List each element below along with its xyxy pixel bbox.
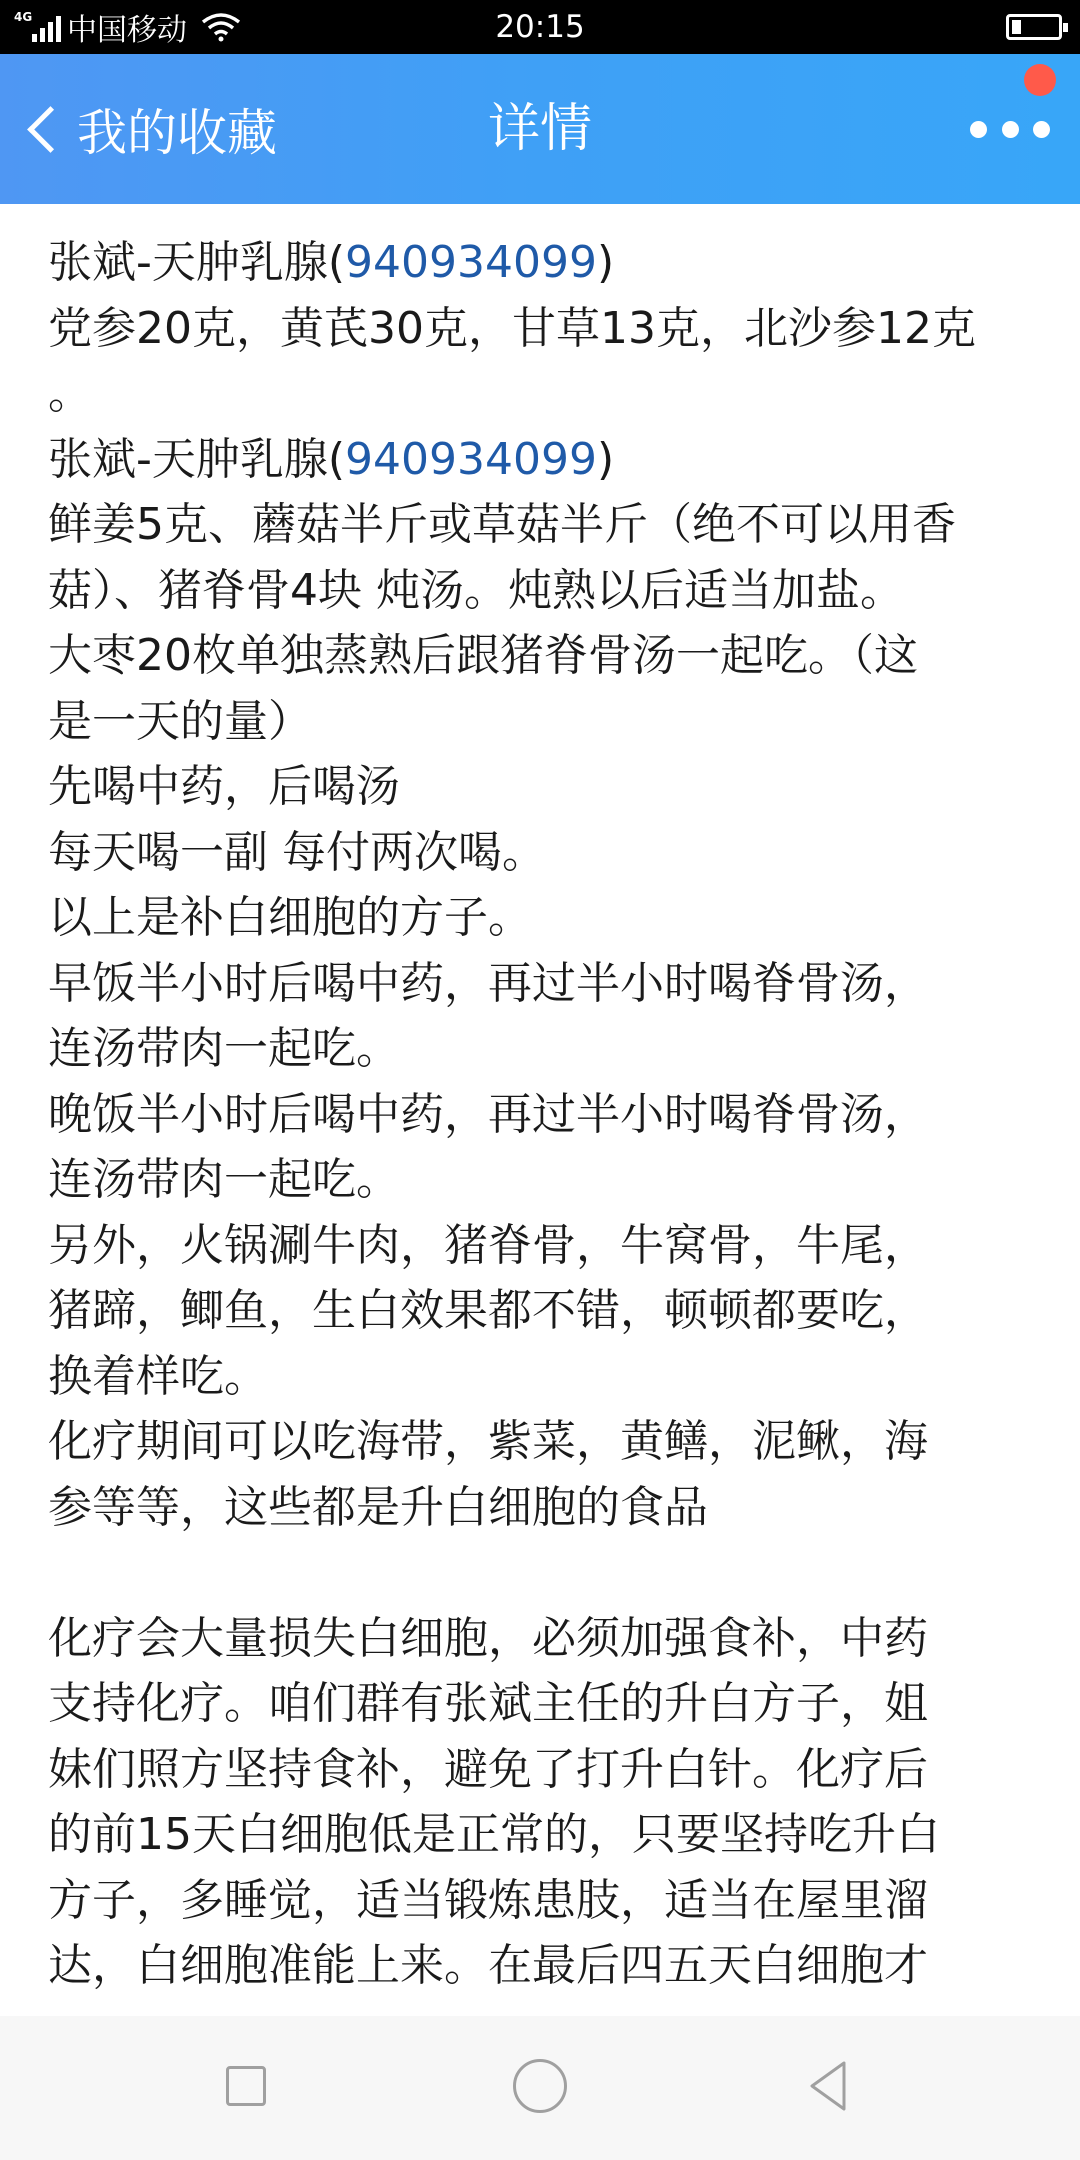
battery-icon <box>1006 14 1062 40</box>
detail-text <box>0 204 1058 1999</box>
back-icon[interactable] <box>804 2059 854 2113</box>
text-line-content: 支持化疗。咱们群有张斌主任的升白方子，姐 <box>48 1678 928 1729</box>
text-line <box>48 689 1058 755</box>
text-line-content: 以上是补白细胞的方子。 <box>48 892 532 943</box>
recent-apps-icon[interactable] <box>226 2066 266 2106</box>
text-line <box>48 1409 1058 1475</box>
text-line-content: 方子，多睡觉，适当锻炼患肢，适当在屋里溜 <box>48 1874 928 1926</box>
carrier-name: 中国移动 <box>67 13 187 48</box>
text-line-content: 猪蹄，鲫鱼，生白效果都不错，顿顿都要吃， <box>48 1285 928 1336</box>
page-title: 详情 <box>487 99 592 159</box>
text-line-content: 连汤带肉一起吃。 <box>48 1154 400 1205</box>
text-line <box>48 427 1058 493</box>
text-line-content: 每天喝一副 每付两次喝。 <box>48 826 546 878</box>
text-line <box>48 1737 1058 1803</box>
text-line-content: 晚饭半小时后喝中药，再过半小时喝脊骨汤， <box>48 1088 928 1140</box>
more-dot-icon <box>1002 121 1019 138</box>
text-line-content: 党参20克，黄芪30克，甘草13克，北沙参12克 <box>48 302 976 354</box>
text-line <box>48 1213 1058 1279</box>
text-line-content: 早饭半小时后喝中药，再过半小时喝脊骨汤， <box>48 957 928 1009</box>
text-line <box>48 558 1058 624</box>
home-icon[interactable] <box>513 2059 567 2113</box>
text-line-content: 菇）、猪脊骨4块 炖汤。炖熟以后适当加盐。 <box>48 564 904 616</box>
text-line <box>48 1540 1058 1606</box>
text-line-content: 妹们照方坚持食补，避免了打升白针。化疗后 <box>48 1743 928 1795</box>
text-line <box>48 230 1058 296</box>
text-line <box>48 885 1058 951</box>
notification-badge <box>1024 64 1056 96</box>
text-line <box>48 820 1058 886</box>
text-line <box>48 492 1058 558</box>
text-line <box>48 1278 1058 1344</box>
text-line-content: 鲜姜5克、蘑菇半斤或草菇半斤（绝不可以用香 <box>48 499 956 550</box>
text-line-suffix: ) <box>597 237 615 288</box>
text-line-content: 先喝中药，后喝汤 <box>48 761 400 812</box>
text-line-content: 是一天的量） <box>48 695 312 747</box>
text-line <box>48 1147 1058 1213</box>
text-line-content: 张斌-天肿乳腺( <box>48 237 346 288</box>
text-line-suffix: ) <box>597 433 615 485</box>
text-line <box>48 951 1058 1017</box>
text-line-content: 张斌-天肿乳腺( <box>48 433 346 485</box>
text-line <box>48 1868 1058 1934</box>
text-line <box>48 1802 1058 1868</box>
network-type: 4G <box>14 10 33 24</box>
more-dot-icon <box>1033 121 1050 138</box>
text-line <box>48 1344 1058 1410</box>
text-line <box>48 1933 1058 1999</box>
detail-content[interactable] <box>0 204 1080 2016</box>
text-line-content: 化疗会大量损失白细胞，必须加强食补，中药 <box>48 1612 928 1664</box>
text-line-content: 连汤带肉一起吃。 <box>48 1023 400 1074</box>
more-dot-icon <box>970 121 987 138</box>
more-button[interactable] <box>970 109 1050 149</box>
text-line <box>48 754 1058 820</box>
text-line <box>48 623 1058 689</box>
qq-number-link[interactable]: 940934099 <box>345 433 597 485</box>
back-label: 我的收藏 <box>77 104 277 162</box>
text-line <box>48 296 1058 362</box>
text-line <box>48 361 1058 427</box>
text-line <box>48 1082 1058 1148</box>
status-time: 20:15 <box>495 9 585 45</box>
text-line-content: 换着样吃。 <box>48 1350 268 1402</box>
status-bar <box>0 0 1080 54</box>
text-line <box>48 1606 1058 1672</box>
battery-level <box>1012 20 1021 34</box>
qq-number-link[interactable]: 940934099 <box>345 237 597 288</box>
navigation-bar <box>0 54 1080 204</box>
text-line-content: 达，白细胞准能上来。在最后四五天白细胞才 <box>48 1940 928 1991</box>
text-line-content: 化疗期间可以吃海带，紫菜，黄鳝，泥鳅，海 <box>48 1416 928 1467</box>
system-navigation-bar <box>0 2016 1080 2160</box>
text-line-content: 参等等，这些都是升白细胞的食品 <box>48 1481 708 1533</box>
text-line-content: 大枣20枚单独蒸熟后跟猪脊骨汤一起吃。（这 <box>48 630 918 681</box>
text-line <box>48 1671 1058 1737</box>
text-line-content: 。 <box>48 368 92 419</box>
text-line-content: 的前15天白细胞低是正常的，只要坚持吃升白 <box>48 1809 940 1860</box>
text-line <box>48 1475 1058 1541</box>
text-line <box>48 1016 1058 1082</box>
text-line-content: 另外，火锅涮牛肉，猪脊骨，牛窝骨，牛尾， <box>48 1219 928 1271</box>
